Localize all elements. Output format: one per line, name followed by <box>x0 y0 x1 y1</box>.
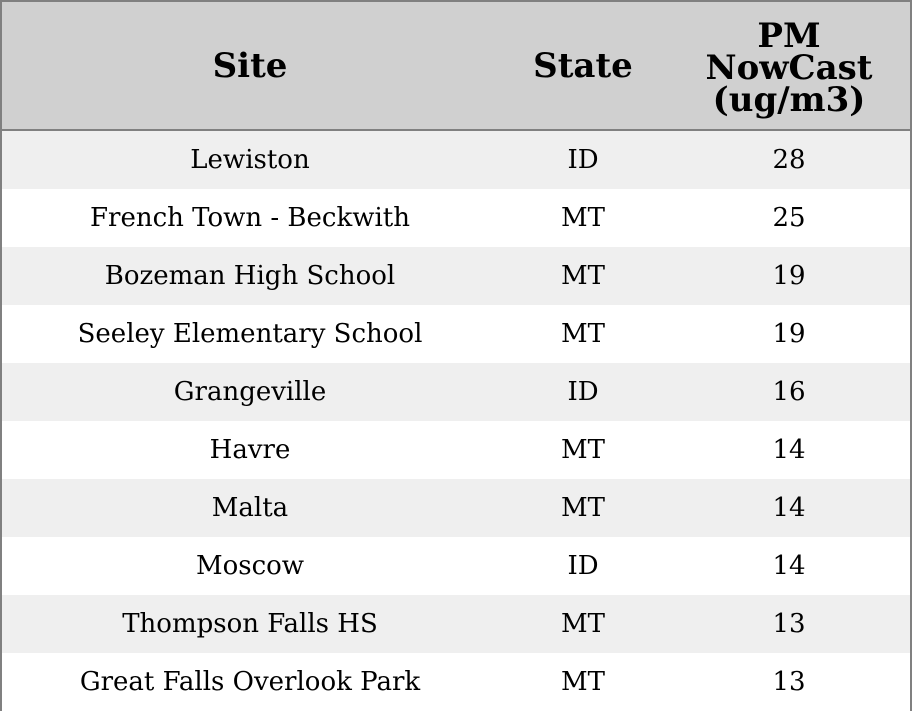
cell-state: MT <box>561 609 605 639</box>
table-row <box>2 479 910 537</box>
cell-site: Grangeville <box>173 377 327 407</box>
cell-pm: 13 <box>772 667 806 697</box>
table-row <box>2 189 910 247</box>
cell-site: Lewiston <box>190 145 310 175</box>
header-pm-line1: PM <box>757 15 821 56</box>
cell-state: ID <box>567 145 599 175</box>
cell-pm: 19 <box>772 319 806 349</box>
cell-state: MT <box>561 261 605 291</box>
cell-state: MT <box>561 435 605 465</box>
header-state: State <box>533 45 633 86</box>
header-pm-nowcast <box>668 2 910 131</box>
cell-pm: 28 <box>772 145 806 175</box>
cell-pm: 14 <box>772 551 806 581</box>
cell-state: MT <box>561 319 605 349</box>
cell-site: Great Falls Overlook Park <box>79 667 421 697</box>
table-row <box>2 595 910 653</box>
cell-site: Thompson Falls HS <box>122 609 378 639</box>
cell-site: Bozeman High School <box>104 261 396 291</box>
cell-site: French Town - Beckwith <box>89 203 411 233</box>
cell-pm: 14 <box>772 435 806 465</box>
cell-pm: 16 <box>772 377 806 407</box>
table-row <box>2 363 910 421</box>
header-site: Site <box>212 45 288 86</box>
cell-pm: 19 <box>772 261 806 291</box>
table-row <box>2 537 910 595</box>
table-row <box>2 247 910 305</box>
cell-state: ID <box>567 377 599 407</box>
header-pm-line2: NowCast <box>705 47 873 88</box>
table-row <box>2 421 910 479</box>
cell-pm: 14 <box>772 493 806 523</box>
header-pm-line3: (ug/m3) <box>712 79 866 120</box>
table-header-row <box>2 2 910 131</box>
cell-site: Havre <box>209 435 291 465</box>
cell-pm: 13 <box>772 609 806 639</box>
table-row <box>2 131 910 189</box>
cell-state: MT <box>561 203 605 233</box>
cell-site: Moscow <box>195 551 305 581</box>
cell-state: ID <box>567 551 599 581</box>
table-row <box>2 653 910 711</box>
cell-pm: 25 <box>772 203 806 233</box>
cell-site: Malta <box>211 493 289 523</box>
table-body <box>2 131 910 711</box>
cell-state: MT <box>561 493 605 523</box>
cell-state: MT <box>561 667 605 697</box>
table-row <box>2 305 910 363</box>
cell-site: Seeley Elementary School <box>77 319 423 349</box>
